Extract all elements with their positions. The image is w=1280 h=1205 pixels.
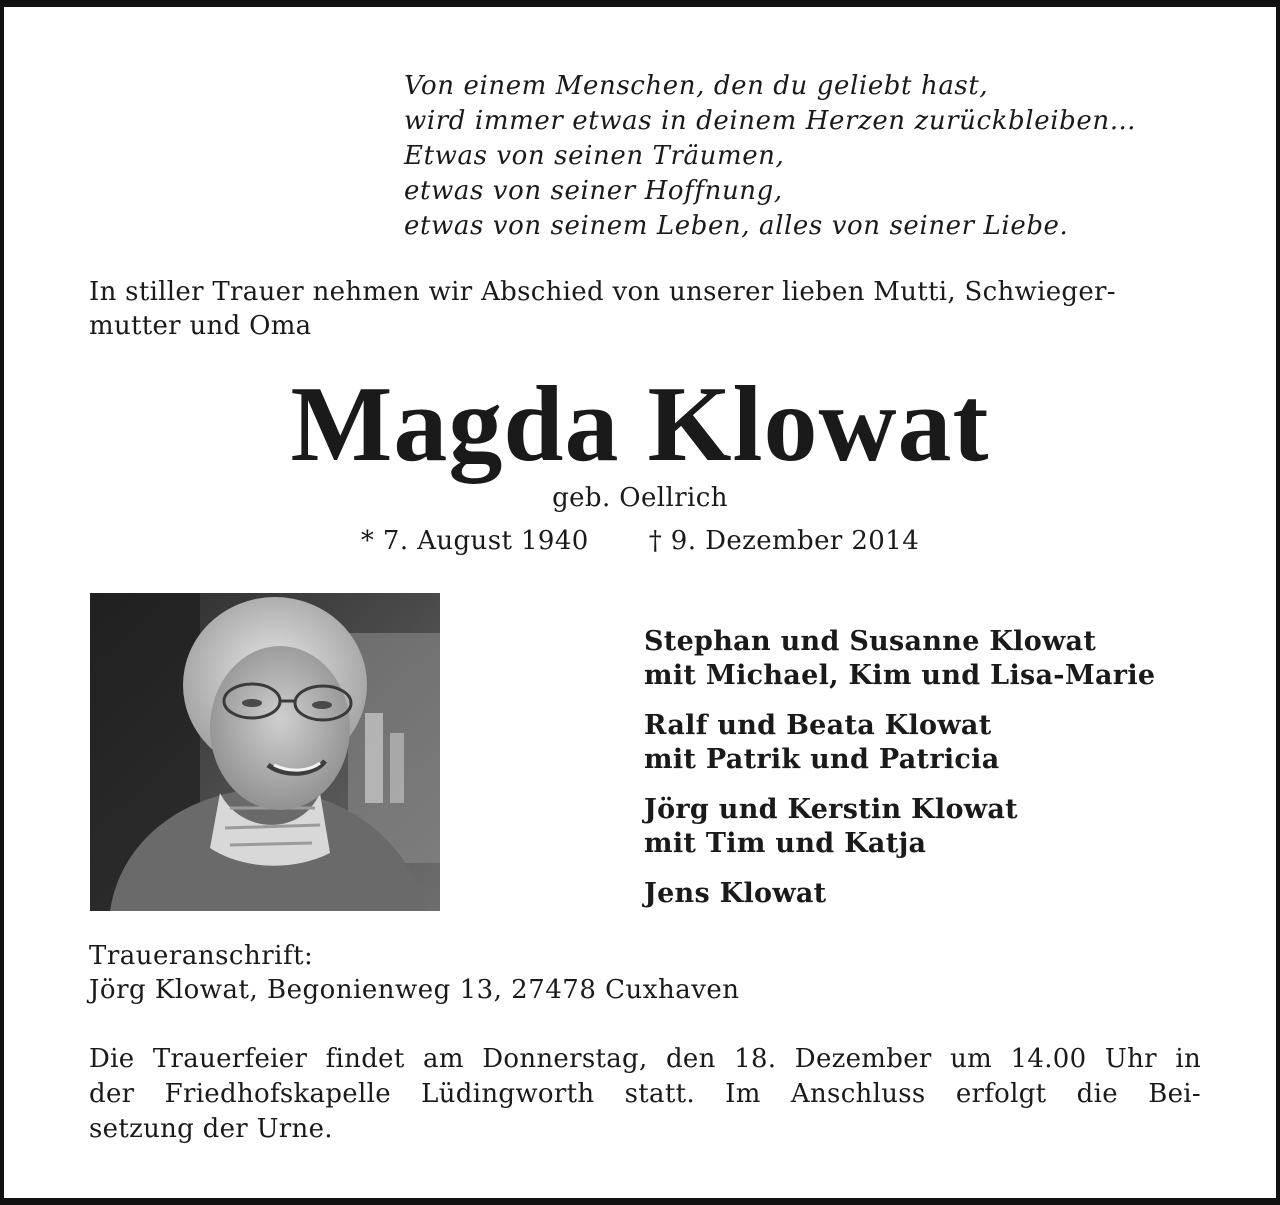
family-group xyxy=(644,625,1155,693)
portrait-photo xyxy=(90,593,440,911)
intro-text xyxy=(89,275,1201,343)
mourners-list xyxy=(644,625,1155,927)
poem-line: etwas von seinem Leben, alles von seiner Liebe. xyxy=(404,211,1069,241)
poem-line: Von einem Menschen, den du geliebt hast, xyxy=(404,71,989,101)
family-group xyxy=(644,877,1155,911)
death-date: † 9. Dezember 2014 xyxy=(648,526,920,556)
ceremony-line: setzung der Urne. xyxy=(89,1114,333,1144)
address-value: Jörg Klowat, Begonienweg 13, 27478 Cuxhaven xyxy=(89,975,740,1005)
deceased-name: Magda Klowat xyxy=(290,365,990,484)
ceremony-info xyxy=(89,1042,1201,1147)
intro-line: mutter und Oma xyxy=(89,311,312,341)
poem-line: Etwas von seinen Träumen, xyxy=(404,141,785,171)
intro-line: In stiller Trauer nehmen wir Abschied von unserer lieben Mutti, Schwieger- xyxy=(89,277,1116,307)
birth-date: * 7. August 1940 xyxy=(360,526,589,556)
birth-name: geb. Oellrich xyxy=(552,483,728,513)
ceremony-line: der Friedhofskapelle Lüdingworth statt. Im Anschluss erfolgt die Bei- xyxy=(89,1079,1201,1109)
family-children: mit Patrik und Patricia xyxy=(644,744,1000,775)
address-label: Traueranschrift: xyxy=(89,941,314,971)
family-names: Jörg und Kerstin Klowat xyxy=(644,794,1018,825)
family-names: Stephan und Susanne Klowat xyxy=(644,626,1097,657)
poem-line: etwas von seiner Hoffnung, xyxy=(404,176,783,206)
family-children: mit Michael, Kim und Lisa-Marie xyxy=(644,660,1156,691)
mourning-address xyxy=(89,939,740,1007)
life-dates xyxy=(4,525,1276,557)
family-names: Jens Klowat xyxy=(644,878,827,909)
family-group xyxy=(644,793,1155,861)
poem-quote xyxy=(404,69,1136,244)
family-group xyxy=(644,709,1155,777)
family-children: mit Tim und Katja xyxy=(644,828,927,859)
ceremony-line: Die Trauerfeier findet am Donnerstag, den 18. Dezember um 14.00 Uhr in xyxy=(89,1044,1201,1074)
poem-line: wird immer etwas in deinem Herzen zurückbleiben… xyxy=(404,106,1137,136)
family-names: Ralf und Beata Klowat xyxy=(644,710,992,741)
